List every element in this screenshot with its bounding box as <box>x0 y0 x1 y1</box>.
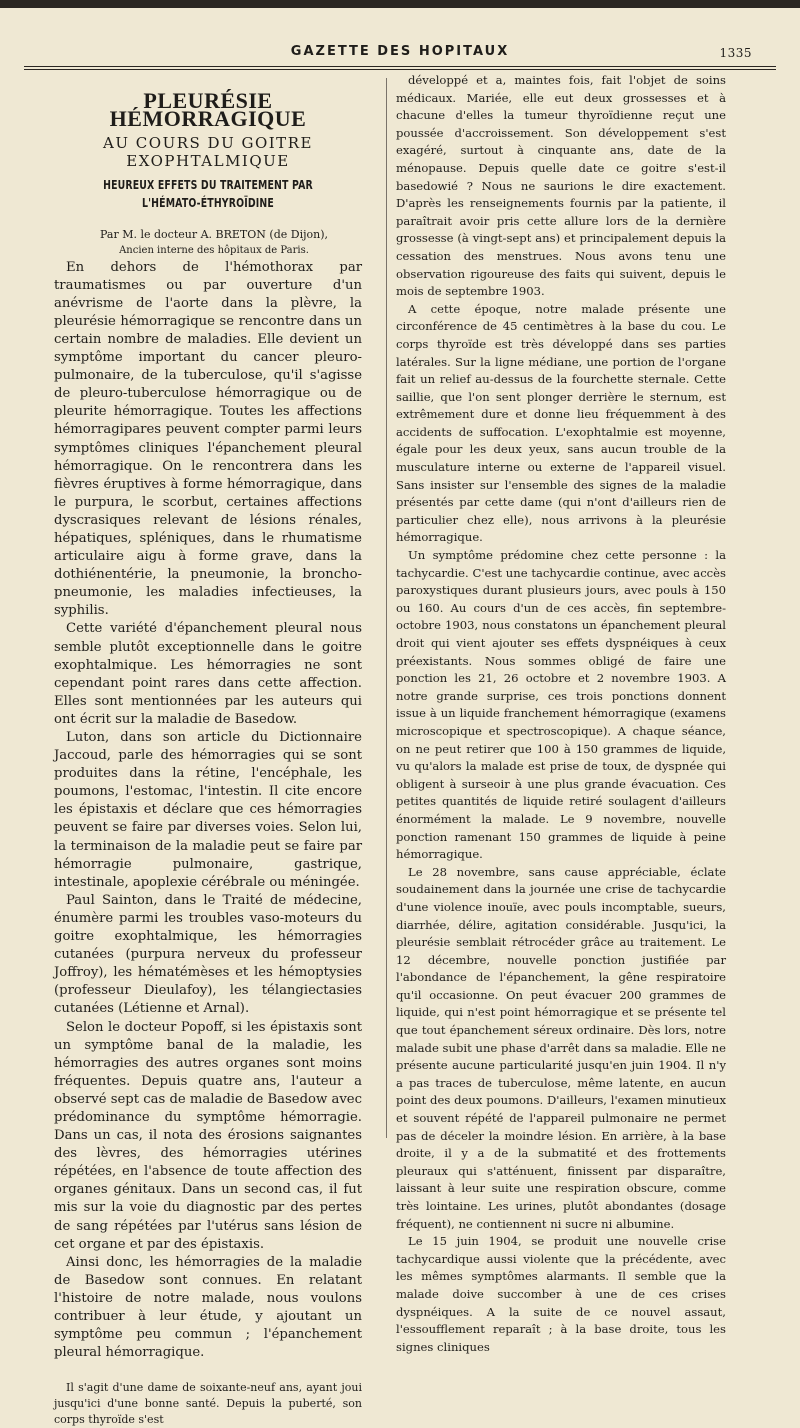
page-header <box>24 42 776 62</box>
author-title: Ancien interne des hôpitaux de Paris. <box>119 244 309 256</box>
left-column <box>54 72 362 1428</box>
article-subtitle: AU COURS DU GOITRE EXOPHTALMIQUE <box>103 134 313 171</box>
paragraph: développé et a, maintes fois, fait l'objet de soins médicaux. Mariée, elle eut deux grossesses et à chacune d'elles la tumeur thyroïdienne reçut une poussée d'accroissement. Son développement s'est exagéré, surtout à cinquante ans, date de la ménopause. Depuis quelle date ce goitre s'est-il basedowié ? Nous ne saurions le dire exactement. D'après les renseignements fournis par la patiente, il paraîtrait avoir pris cette allure lors de la dernière grossesse (à vingt-sept ans) et principalement depuis la cessation des menstrues. Nous avons tenu une observation rigoureuse des faits qui suivent, depuis le mois de septembre 1903. <box>396 73 726 299</box>
case-intro: Il s'agit d'une dame de soixante-neuf ans, ayant joui jusqu'ici d'une bonne santé. Depuis la puberté, son corps thyroïde s'est <box>54 1381 362 1427</box>
journal-title: GAZETTE DES HOPITAUX <box>290 44 510 59</box>
paragraph: Le 15 juin 1904, se produit une nouvelle crise tachycardique aussi violente que la précédente, avec les mêmes symptômes alarmants. Il semble que la malade doive succomber à une de ces crises dyspnéiques. A la suite de ce nouvel assaut, l'essoufflement reparaît ; à la base droite, tous les signes cliniques <box>396 1234 726 1354</box>
header-rule-top <box>24 66 776 67</box>
author-line: Par M. le docteur A. BRETON (de Dijon), <box>100 227 328 241</box>
article-subtitle-2: HEUREUX EFFETS DU TRAITEMENT PAR L'HÉMATO-ÉTHYROÏDINE <box>103 178 313 211</box>
paragraph: Le 28 novembre, sans cause appréciable, éclate soudainement dans la journée une crise de tachycardie d'une violence inouïe, avec pouls incomptable, sueurs, diarrhée, délire, agitation considérable. Jusqu'ici, la pleurésie semblait rétrocéder grâce au traitement. Le 12 décembre, nouvelle ponction justifiée par l'abondance de l'épanchement, la gêne respiratoire qu'il occasionne. On peut évacuer 200 grammes de liquide, qui n'est point hémorragique et se présente tel que tout épanchement séreux ordinaire. Dès lors, notre malade subit une phase d'arrêt dans sa maladie. Elle ne présente aucune particularité jusqu'en juin 1904. Il n'y a pas traces de tuberculose, même latente, en aucun point des deux poumons. D'ailleurs, l'examen minutieux et souvent répété de l'appareil pulmonaire ne permet pas de déceler la moindre lésion. En arrière, à la base droite, il y a de la submatité et des frottements pleuraux qui s'atténuent, finissent par disparaître, laissant à leur suite une respiration obscure, comme très lointaine. Les urines, plutôt abondantes (dosage fréquent), ne contiennent ni sucre ni albumine. <box>396 864 726 1231</box>
paragraph: En dehors de l'hémothorax par traumatismes ou par ouverture d'un anévrisme de l'aorte dans la plèvre, la pleurésie hémorragique se rencontre dans un certain nombre de maladies. Elle devient un symptôme important du cancer pleuro-pulmonaire, de la tuberculose, qu'il s'agisse de pleuro-tuberculose hémorragique ou de pleurite hémorragique. Toutes les affections hémorragipares peuvent compter parmi leurs symptômes cliniques l'épanchement pleural hémorragique. On le rencontrera dans les fièvres éruptives à forme hémorragique, dans le purpura, le scorbut, certaines affections dyscrasiques relevant de lésions rénales, hépatiques, spléniques, dans le rhumatisme articulaire aigu à forme grave, dans la dothiénentérie, la pneumonie, la broncho-pneumonie, les maladies infectieuses, la syphilis. <box>54 259 362 619</box>
paragraph: Luton, dans son article du Dictionnaire Jaccoud, parle des hémorragies qui se sont produites dans la rétine, l'encéphale, les poumons, l'estomac, l'intestin. Il cite encore les épistaxis et déclare que ces hémorragies peuvent se faire par diverses voies. Selon lui, la terminaison de la maladie peut se faire par hémorragie pulmonaire, gastrique, intestinale, apoplexie cérébrale ou méningée. <box>54 730 362 890</box>
paragraph: A cette époque, notre malade présente une circonférence de 45 centimètres à la base du cou. Le corps thyroïde est très développé dans ses parties latérales. Sur la ligne médiane, une portion de l'organe fait un relief au-dessus de la fourchette sternale. Cette saillie, que l'on sent plonger derrière le sternum, est extrêmement dure et donne lieu fréquemment à des accidents de suffocation. L'exophtalmie est moyenne, égale pour les deux yeux, sans aucun trouble de la musculature interne ou externe de l'appareil visuel. Sans insister sur l'ensemble des signes de la maladie présentés par cette dame (qui n'ont d'ailleurs rien de particulier chez elle), nous arrivons à la pleurésie hémorragique. <box>396 301 726 545</box>
right-column <box>396 72 726 1356</box>
paragraph: Ainsi donc, les hémorragies de la maladie de Basedow sont connues. En relatant l'histoire de notre malade, nous voulons contribuer à leur étude, y ajoutant un symptôme peu commun ; l'épanchement pleural hémorragique. <box>54 1254 362 1361</box>
paragraph: Selon le docteur Popoff, si les épistaxis sont un symptôme banal de la maladie, les hémorragies des autres organes sont moins fréquentes. Depuis quatre ans, l'auteur a observé sept cas de maladie de Basedow avec prédominance du symptôme hémorragie. Dans un cas, il nota des érosions saignantes des lèvres, des hémorragies utérines répétées, en l'absence de toute affection des organes génitaux. Dans un second cas, il fut mis sur la voie du diagnostic par des pertes de sang répétées par l'utérus sans lésion de cet organe et par des épistaxis. <box>54 1019 362 1252</box>
page-number: 1335 <box>719 46 752 60</box>
paragraph: Cette variété d'épanchement pleural nous semble plutôt exceptionnelle dans le goitre exophtalmique. Les hémorragies ne sont cependant point rares dans cette affection. Elles sont mentionnées par les auteurs qui ont écrit sur la maladie de Basedow. <box>54 621 362 727</box>
header-rule-bottom <box>24 69 776 70</box>
paragraph: Un symptôme prédomine chez cette personne : la tachycardie. C'est une tachycardie continue, avec accès paroxystiques durant plusieurs jours, avec pouls à 150 ou 160. Au cours d'un de ces accès, fin septembre-octobre 1903, nous constatons un épanchement pleural droit qui vient ajouter ses effets dyspnéiques à ceux préexistants. Nous sommes obligé de faire une ponction les 21, 26 octobre et 2 novembre 1903. A notre grande surprise, ces trois ponctions donnent issue à un liquide franchement hémorragique (examens microscopique et spectroscopique). A chaque séance, on ne peut retirer que 100 à 150 grammes de liquide, vu qu'alors la malade est prise de toux, de dyspnée qui obligent à surseoir à une plus grande évacuation. Ces petites quantités de liquide retiré soulagent d'ailleurs énormément la malade. Le 9 novembre, nouvelle ponction ramenant 150 grammes de liquide à peine hémorragique. <box>396 548 726 862</box>
top-border <box>0 0 800 8</box>
column-divider <box>386 78 387 1138</box>
paragraph: Paul Sainton, dans le Traité de médecine, énumère parmi les troubles vaso-moteurs du goitre exophtalmique, les hémorragies cutanées (purpura nerveux du professeur Joffroy), les hématémèses et les hémoptysies (professeur Dieulafoy), les télangiectasies cutanées (Létienne et Arnal). <box>54 892 362 1017</box>
article-title: PLEURÉSIE HÉMORRAGIQUE <box>109 88 307 132</box>
